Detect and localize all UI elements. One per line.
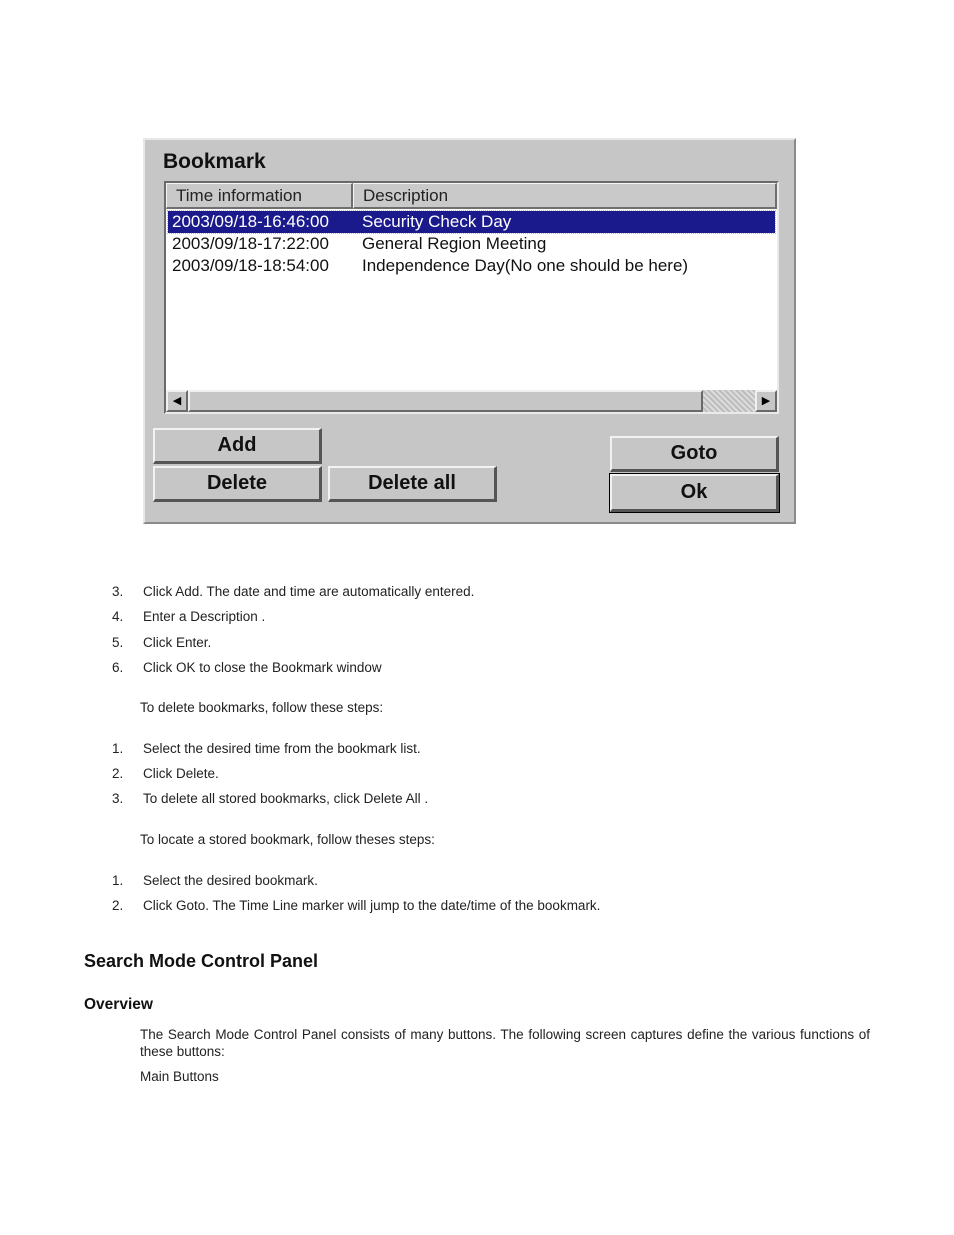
step-number: 1.: [112, 741, 124, 756]
locate-intro: To locate a stored bookmark, follow theses steps:: [140, 832, 435, 847]
list-item[interactable]: [168, 255, 775, 277]
left-arrow-icon[interactable]: ◀: [166, 390, 188, 412]
column-header-time[interactable]: Time information: [166, 183, 353, 209]
list-item[interactable]: [168, 233, 775, 255]
step-text: To delete all stored bookmarks, click Delete All .: [143, 791, 429, 806]
right-arrow-icon[interactable]: ▶: [755, 390, 777, 412]
row-time: 2003/09/18-17:22:00: [172, 234, 329, 253]
ok-button[interactable]: Ok: [610, 474, 779, 512]
dialog-title: Bookmark: [163, 150, 266, 173]
add-button[interactable]: Add: [153, 428, 322, 464]
step-text: Select the desired time from the bookmark list.: [143, 741, 421, 756]
subsection-heading: Overview: [84, 996, 153, 1013]
delete-intro: To delete bookmarks, follow these steps:: [140, 700, 384, 715]
step-number: 6.: [112, 660, 124, 675]
list-item[interactable]: [168, 211, 775, 233]
step-number: 2.: [112, 766, 124, 781]
section-heading: Search Mode Control Panel: [84, 951, 319, 971]
step-number: 3.: [112, 791, 124, 806]
column-header-description[interactable]: Description: [353, 183, 777, 209]
overview-paragraph: The Search Mode Control Panel consists of many buttons. The following screen captures define the various functions of these buttons:: [140, 1027, 870, 1059]
row-description: Security Check Day: [362, 212, 512, 231]
step-text: Click Delete.: [143, 766, 219, 781]
step-text: Click OK to close the Bookmark window: [143, 660, 382, 675]
step-number: 4.: [112, 609, 124, 624]
delete-all-button[interactable]: Delete all: [328, 466, 497, 502]
goto-button[interactable]: Goto: [610, 436, 779, 472]
step-number: 3.: [112, 584, 124, 599]
step-text: Enter a Description .: [143, 609, 266, 624]
step-text: Click Enter.: [143, 635, 212, 650]
delete-button[interactable]: Delete: [153, 466, 322, 502]
row-time: 2003/09/18-18:54:00: [172, 256, 329, 275]
step-text: Click Goto. The Time Line marker will jump to the date/time of the bookmark.: [143, 898, 601, 913]
step-text: Click Add. The date and time are automatically entered.: [143, 584, 475, 599]
scrollbar-track[interactable]: [703, 390, 755, 412]
bookmark-list[interactable]: [164, 181, 779, 414]
list-header: [166, 183, 777, 209]
bookmark-dialog: [143, 138, 796, 524]
step-text: Select the desired bookmark.: [143, 873, 318, 888]
step-number: 2.: [112, 898, 124, 913]
row-time: 2003/09/18-16:46:00: [172, 212, 329, 231]
horizontal-scrollbar[interactable]: [166, 390, 777, 412]
row-description: Independence Day(No one should be here): [362, 256, 689, 275]
row-description: General Region Meeting: [362, 234, 547, 253]
step-number: 5.: [112, 635, 124, 650]
list-rows: [168, 211, 775, 277]
scrollbar-thumb[interactable]: [188, 390, 703, 412]
main-buttons-label: Main Buttons: [140, 1069, 219, 1084]
step-number: 1.: [112, 873, 124, 888]
